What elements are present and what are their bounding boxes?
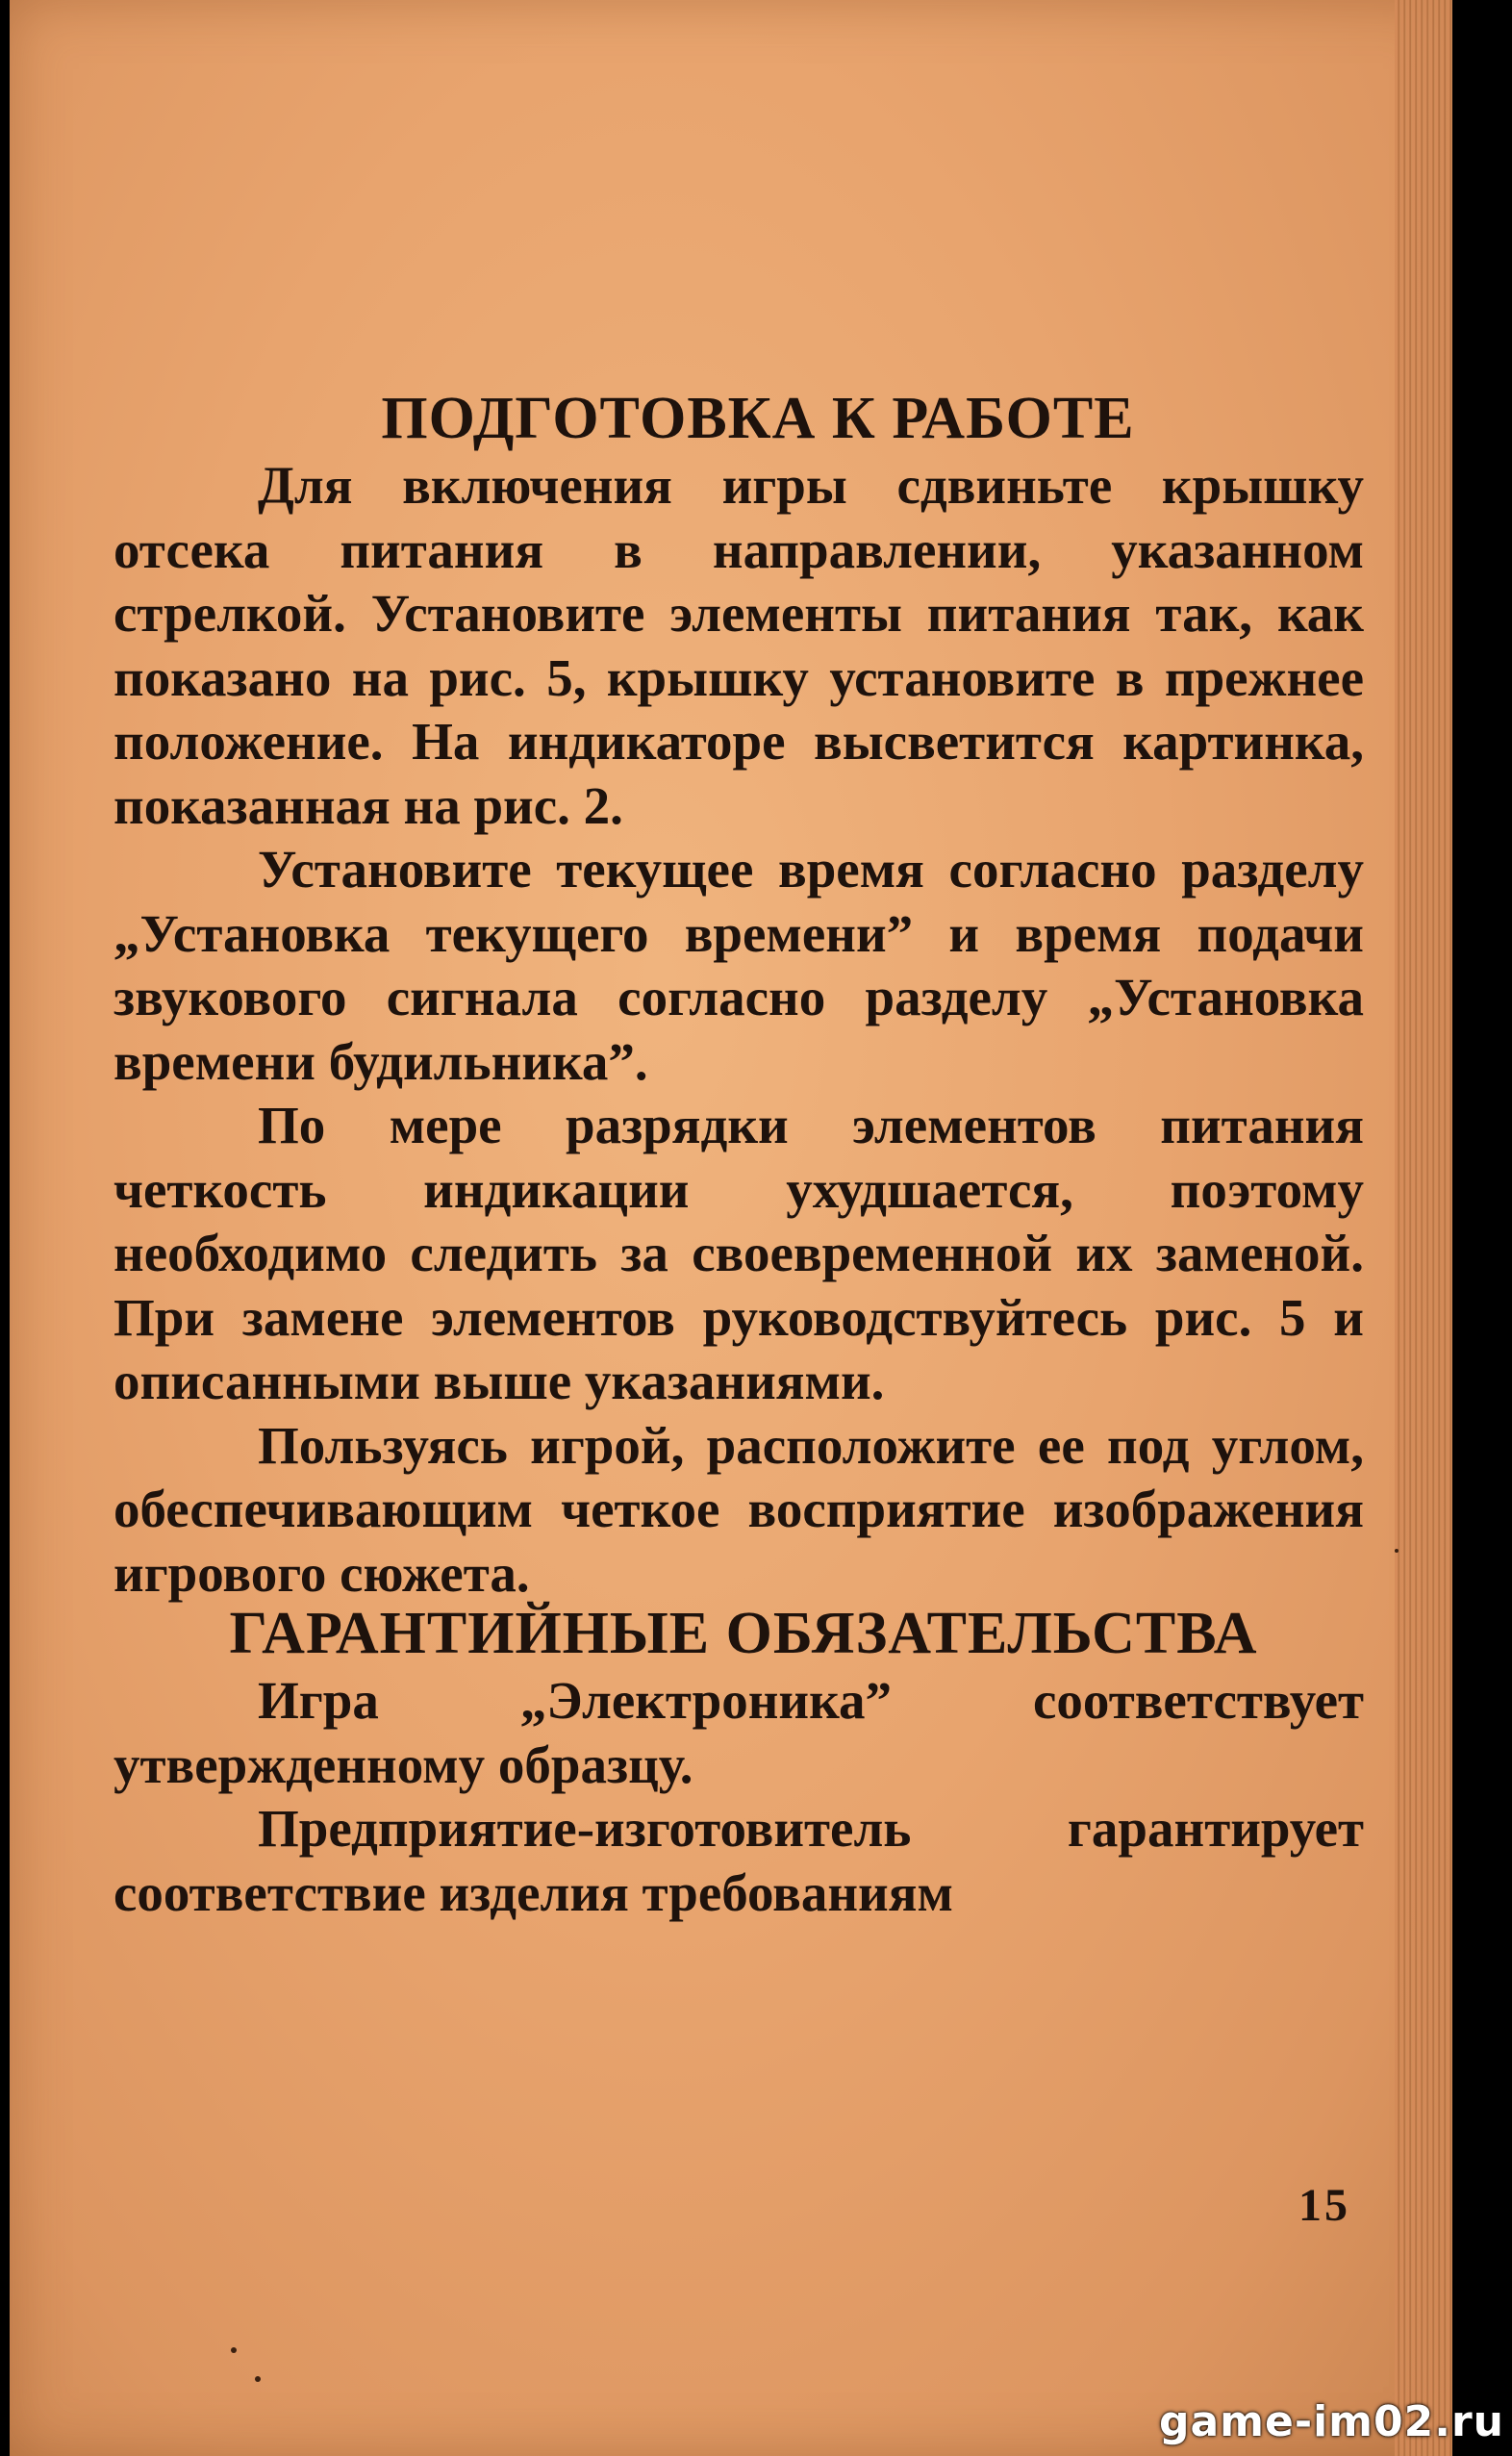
page-number: 15 bbox=[1298, 2180, 1350, 2231]
paper-speck bbox=[255, 2376, 261, 2382]
heading-warranty: ГАРАНТИЙНЫЕ ОБЯЗАТЕЛЬСТВА bbox=[229, 1601, 1258, 1666]
page-text bbox=[113, 385, 1364, 1925]
page-edge-stack bbox=[1395, 0, 1452, 2456]
paragraph: Пользуясь игрой, расположите ее под углом, обеспечивающим четкое восприятие изображения игрового сюжета. bbox=[113, 1415, 1364, 1603]
watermark: game-im02.ru bbox=[1158, 2397, 1504, 2446]
heading-preparation: ПОДГОТОВКА К РАБОТЕ bbox=[381, 386, 1135, 451]
booklet-page bbox=[10, 0, 1452, 2456]
paragraph: Для включения игры сдвиньте крышку отсека питания в направлении, указанном стрелкой. Установите элементы питания так, как показано на рис. 5, крышку установите в прежнее положение. На индикаторе высветится картинка, показанная на рис. 2. bbox=[113, 456, 1364, 835]
paper-speck bbox=[1395, 1549, 1399, 1553]
paragraph: Установите текущее время согласно разделу „Установка текущего времени” и время подачи звукового сигнала согласно разделу „Установка времени будильника”. bbox=[113, 840, 1364, 1091]
paper-speck bbox=[231, 2347, 237, 2353]
paragraph: По мере разрядки элементов питания четкость индикации ухудшается, поэтому необходимо следить за своевременной их заменой. При замене элементов руководствуйтесь рис. 5 и описанными выше указаниями. bbox=[113, 1096, 1364, 1410]
paragraph: Игра „Электроника” соответствует утвержденному образцу. bbox=[113, 1671, 1364, 1794]
paragraph: Предприятие-изготовитель гарантирует соответствие изделия требованиям bbox=[113, 1799, 1364, 1922]
